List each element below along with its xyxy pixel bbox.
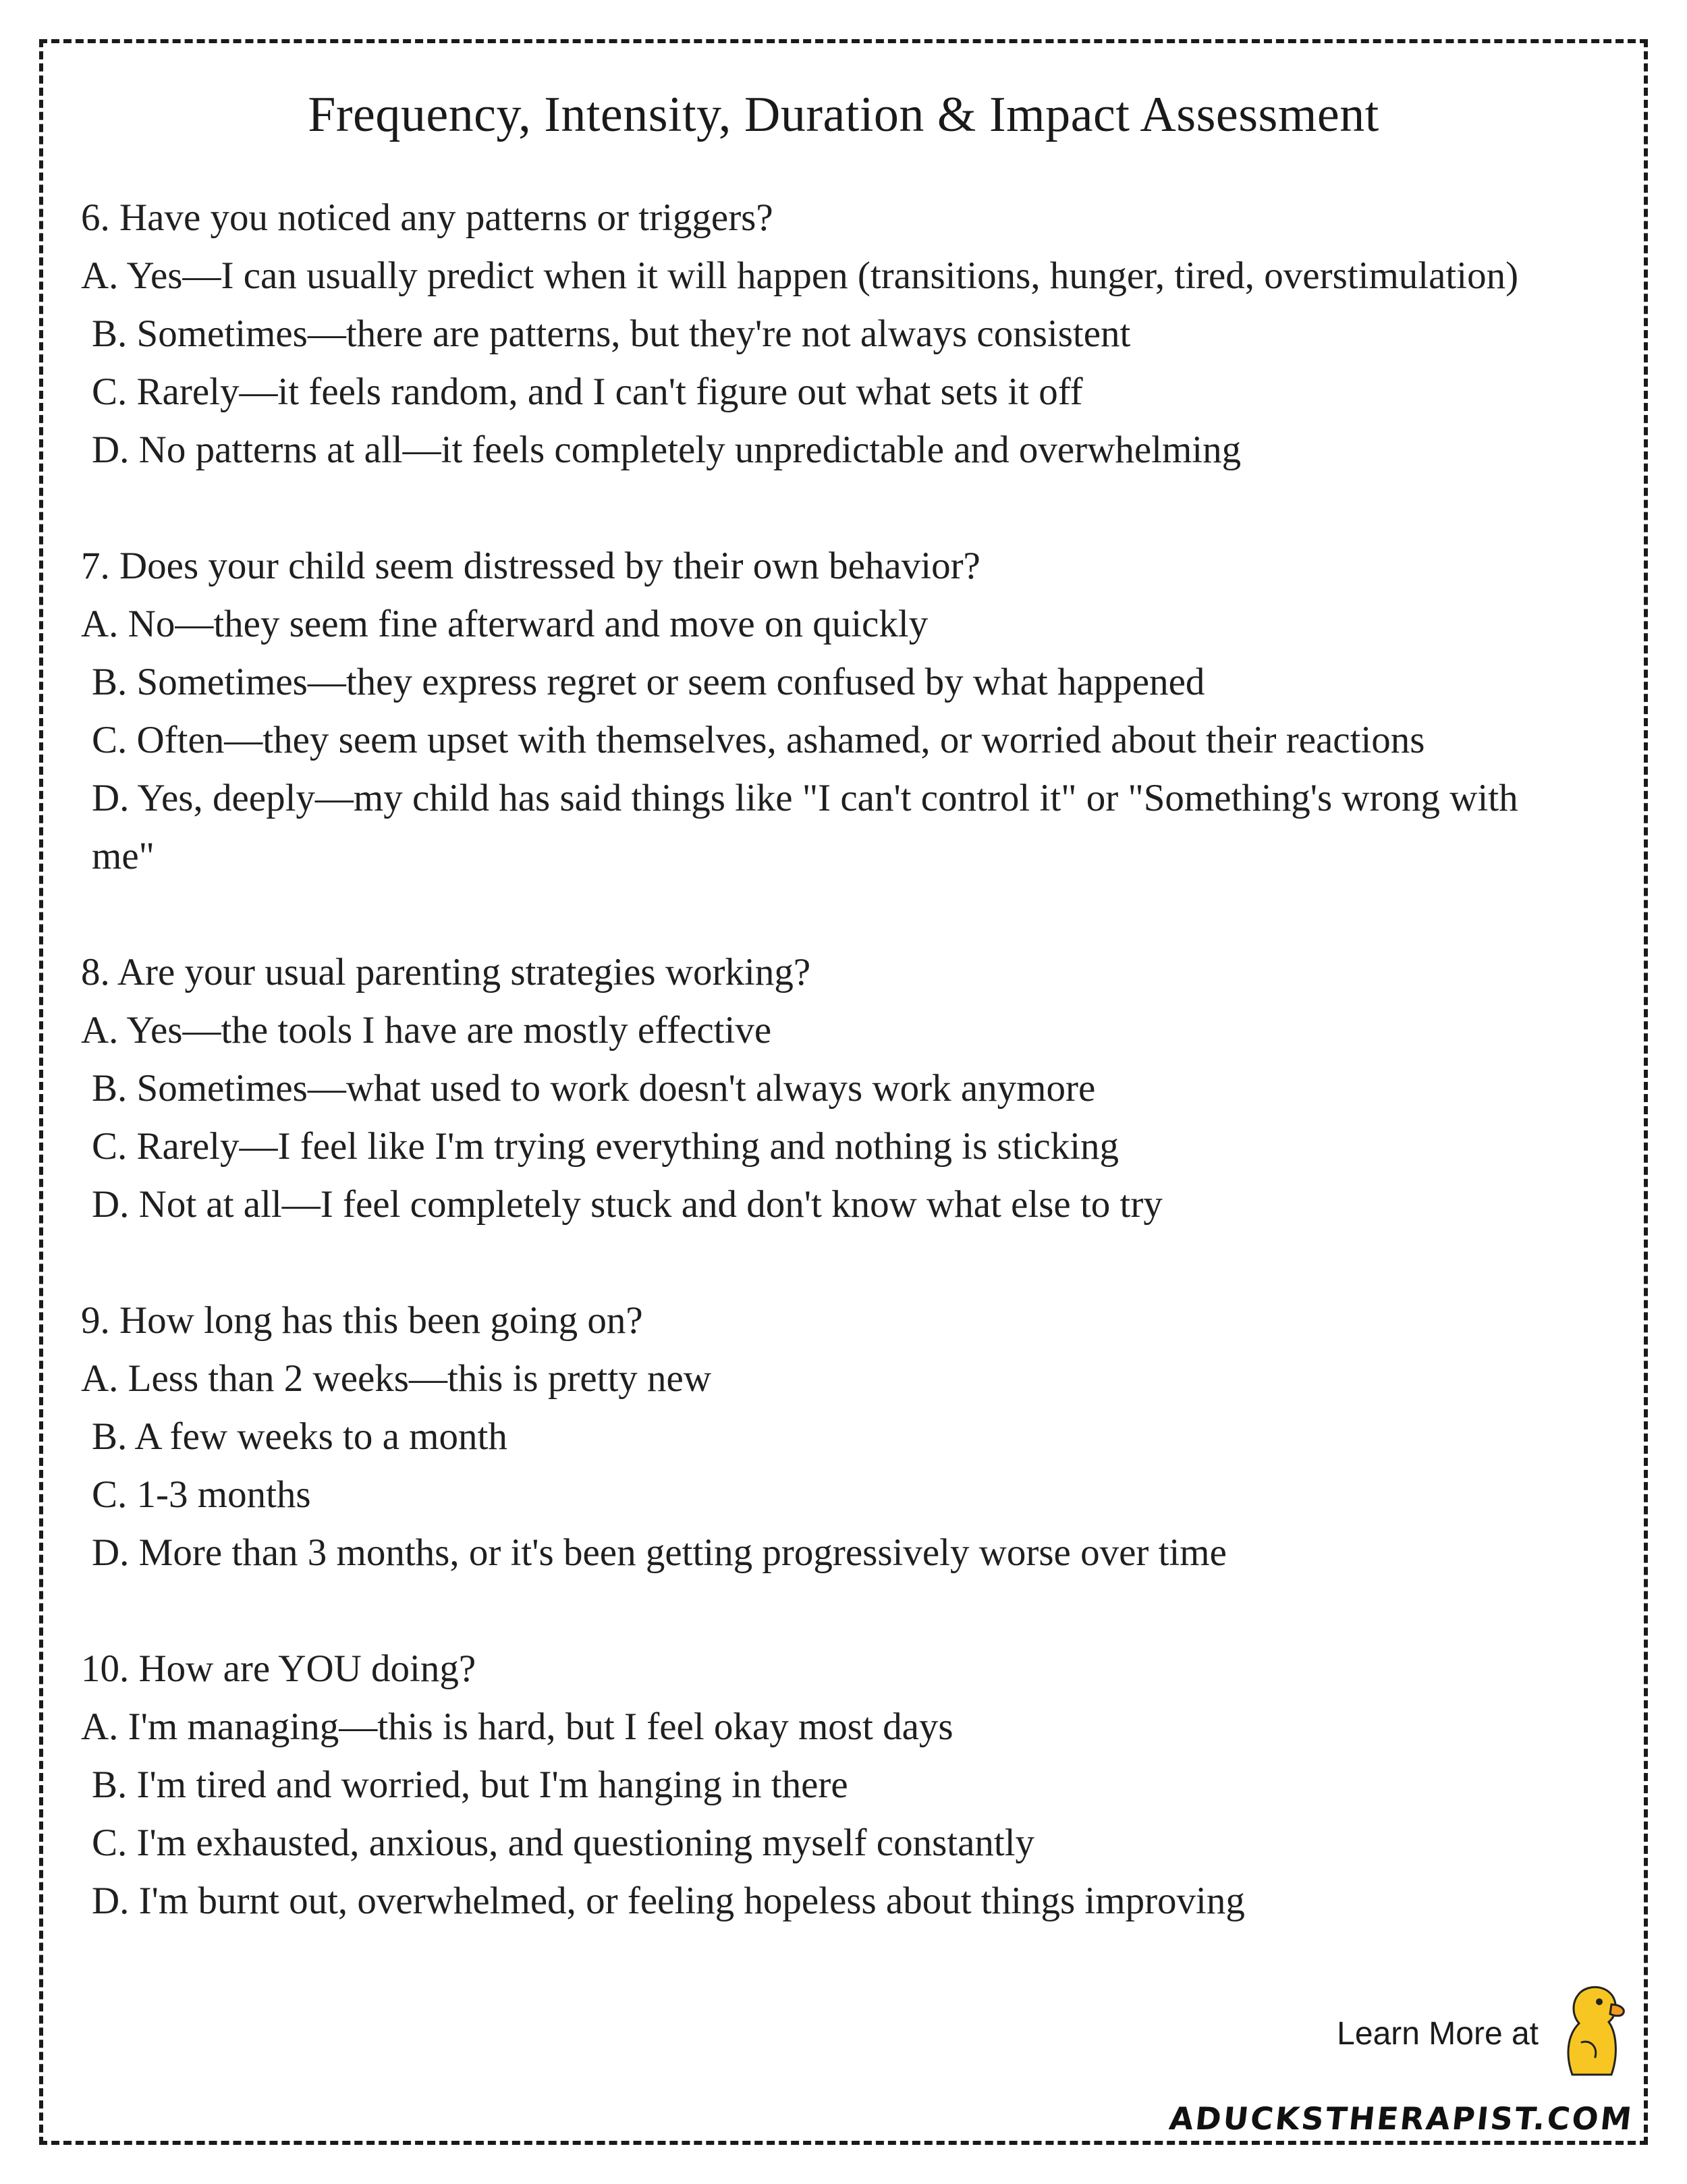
option-c: C. 1-3 months bbox=[92, 1473, 311, 1516]
question-text: 9. How long has this been going on? bbox=[81, 1299, 643, 1342]
option-d: D. Not at all—I feel completely stuck and don't know what else to try bbox=[92, 1183, 1163, 1226]
assessment-questions bbox=[81, 189, 1579, 1988]
option-a: A. Less than 2 weeks—this is pretty new bbox=[81, 1357, 712, 1400]
option-a: A. Yes—I can usually predict when it will happen (transitions, hunger, tired, overstimulation) bbox=[81, 254, 1519, 297]
option-d: D. More than 3 months, or it's been getting progressively worse over time bbox=[92, 1531, 1227, 1574]
footer-branding bbox=[1167, 1982, 1635, 2137]
option-b: B. Sometimes—they express regret or seem confused by what happened bbox=[92, 661, 1205, 703]
option-c: C. Rarely—I feel like I'm trying everything and nothing is sticking bbox=[92, 1125, 1119, 1168]
question-10 bbox=[81, 1640, 1579, 1930]
option-a: A. I'm managing—this is hard, but I feel okay most days bbox=[81, 1705, 953, 1748]
learn-more-text: Learn More at bbox=[1337, 2016, 1539, 2052]
option-c: C. I'm exhausted, anxious, and questioning myself constantly bbox=[92, 1822, 1035, 1864]
option-c: C. Rarely—it feels random, and I can't figure out what sets it off bbox=[92, 371, 1083, 413]
duck-icon bbox=[1552, 1982, 1626, 2076]
question-9 bbox=[81, 1292, 1579, 1582]
question-text: 8. Are your usual parenting strategies working? bbox=[81, 951, 811, 993]
question-7 bbox=[81, 537, 1579, 885]
option-b: B. Sometimes—there are patterns, but they're not always consistent bbox=[92, 312, 1131, 355]
question-6 bbox=[81, 189, 1579, 479]
option-b: B. I'm tired and worried, but I'm hanging in there bbox=[92, 1764, 848, 1806]
option-c: C. Often—they seem upset with themselves, ashamed, or worried about their reactions bbox=[92, 719, 1425, 761]
question-8 bbox=[81, 944, 1579, 1234]
option-b: B. A few weeks to a month bbox=[92, 1415, 507, 1458]
option-d: D. No patterns at all—it feels completely unpredictable and overwhelming bbox=[92, 429, 1242, 471]
website-link[interactable]: ADUCKSTHERAPIST.COM bbox=[1167, 2100, 1635, 2137]
question-text: 7. Does your child seem distressed by their own behavior? bbox=[81, 545, 980, 587]
option-d: D. Yes, deeply—my child has said things like "I can't control it" or "Something's wrong with me" bbox=[92, 777, 1518, 877]
question-text: 10. How are YOU doing? bbox=[81, 1647, 476, 1690]
option-a: A. No—they seem fine afterward and move on quickly bbox=[81, 603, 929, 645]
option-b: B. Sometimes—what used to work doesn't always work anymore bbox=[92, 1067, 1096, 1110]
option-a: A. Yes—the tools I have are mostly effective bbox=[81, 1009, 772, 1052]
question-text: 6. Have you noticed any patterns or triggers? bbox=[81, 196, 773, 239]
page-title: Frequency, Intensity, Duration & Impact Assessment bbox=[308, 87, 1379, 142]
option-d: D. I'm burnt out, overwhelmed, or feeling hopeless about things improving bbox=[92, 1880, 1245, 1922]
